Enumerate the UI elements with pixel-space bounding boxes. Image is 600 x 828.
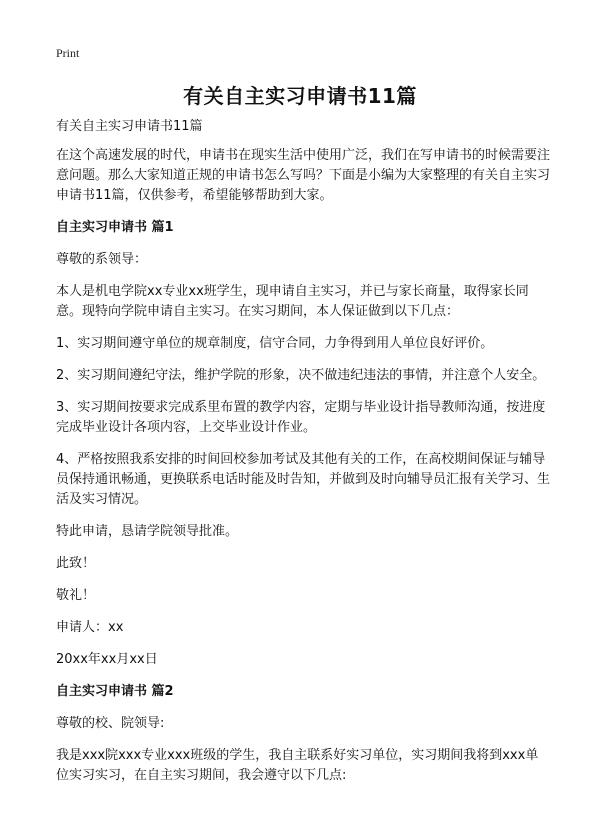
salutation-1: 尊敬的系领导：: [56, 252, 148, 267]
list-item: 1、实习期间遵守单位的规章制度，信守合同，力争得到用人单位良好评价。: [56, 336, 494, 351]
document-body: [56, 117, 551, 798]
print-label: Print: [56, 46, 80, 60]
section-heading-2: 自主实习申请书 篇2: [56, 684, 174, 699]
salutation-2: 尊敬的校、院领导:: [56, 716, 165, 731]
body-paragraph-1: 本人是机电学院xx专业xx班学生，现申请自主实习，并已与家长商量，取得家长同意。现特向学院申请自主实习。在实习期间，本人保证做到以下几点：: [56, 284, 529, 319]
document-title: 有关自主实习申请书11篇: [183, 84, 417, 108]
body-paragraph-2: 我是xxx院xxx专业xxx班级的学生，我自主联系好实习单位，实习期间我将到xxx单位实习实习，在自主实习期间，我会遵守以下几点:: [56, 748, 539, 783]
date-line: 20xx年xx月xx日: [56, 652, 158, 667]
closing-line: 特此申请，恳请学院领导批准。: [56, 524, 239, 539]
list-item: 3、实习期间按要求完成系里布置的教学内容，定期与毕业设计指导教师沟通，按进度完成毕业设计各项内容，上交毕业设计作业。: [56, 400, 546, 435]
list-item: 4、严格按照我系安排的时间回校参加考试及其他有关的工作，在高校期间保证与辅导员保持通讯畅通，更换联系电话时能及时告知，并做到及时向辅导员汇报有关学习、生活及实习情况。: [56, 452, 551, 507]
regards-line-1: 此致！: [56, 556, 96, 571]
applicant-line: 申请人：xx: [56, 620, 124, 635]
section-heading-1: 自主实习申请书 篇1: [56, 220, 174, 235]
regards-line-2: 敬礼！: [56, 588, 96, 603]
intro-paragraph: 在这个高速发展的时代，申请书在现实生活中使用广泛，我们在写申请书的时候需要注意问题。那么大家知道正规的申请书怎么写吗？下面是小编为大家整理的有关自主实习申请书11篇，仅供参考，希望能够帮助到大家。: [56, 148, 551, 203]
intro-subtitle: 有关自主实习申请书11篇: [56, 119, 203, 134]
list-item: 2、实习期间遵纪守法，维护学院的形象，决不做违纪违法的事情，并注意个人安全。: [56, 368, 546, 383]
